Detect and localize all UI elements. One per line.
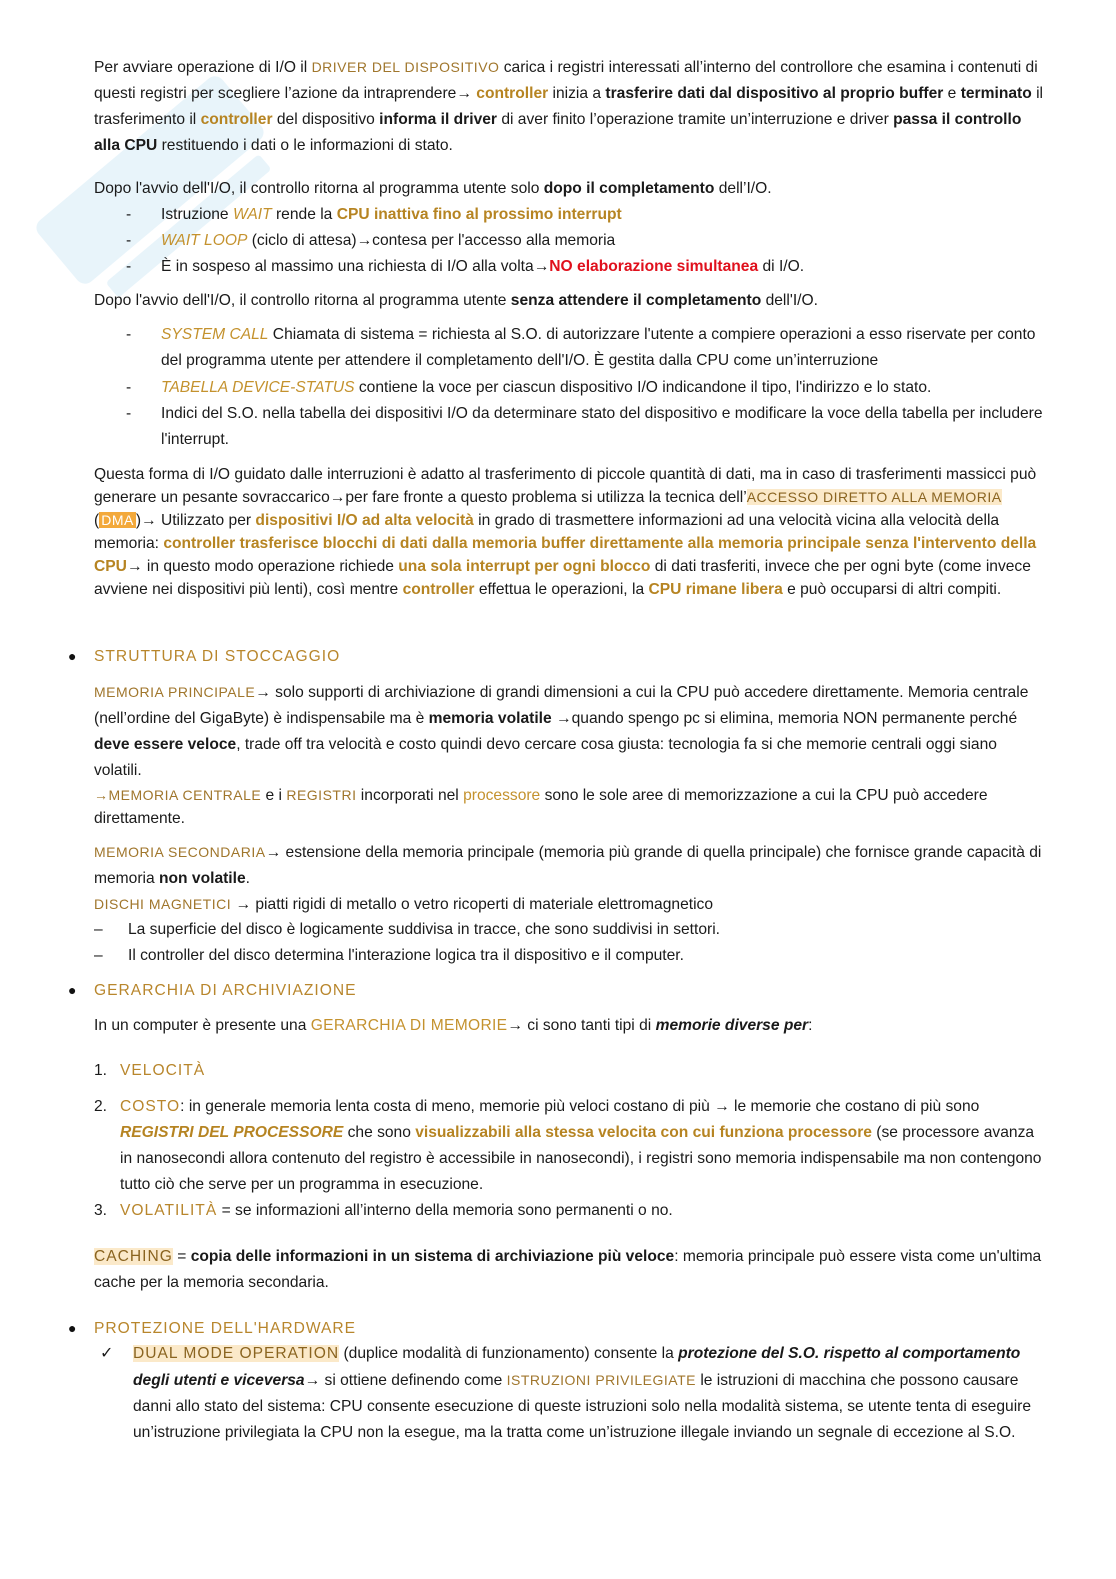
number-2: 2. bbox=[94, 1098, 108, 1115]
dash-mark: – bbox=[94, 947, 103, 964]
paragraph-magnetic-disks: DISCHI MAGNETICI → piatti rigidi di metallo o vetro ricoperti di materiale elettromagnetico bbox=[94, 896, 714, 913]
paragraph-io-driver: Per avviare operazione di I/O il DRIVER DEL DISPOSITIVO carica i registri interessati all’interno del controllore che esamina i contenuti di questi registri per scegliere l’azione da intraprendere→ controller inizia a trasferire dati dal dispositivo al proprio buffer e terminato il trasferimento il controller del dispositivo informa il driver di aver finito l’operazione tramite un’interruzione e driver passa il controllo alla CPU restituendo i dati o le informazioni di stato. bbox=[94, 59, 1044, 154]
bullet-icon: ● bbox=[68, 648, 77, 664]
number-3: 3. bbox=[94, 1202, 108, 1219]
paragraph-dual-mode: DUAL MODE OPERATION (duplice modalità di funzionamento) consente la protezione del S.O. rispetto al comportamento degli utenti e viceversa→ si ottiene definendo come ISTRUZIONI PRIVILEGIATE le istruzioni di macchina che possono causare danni allo stato del sistema: CPU consente esecuzione di queste istruzioni solo nella modalità sistema, se utente tenta di eseguire un’istruzione privilegiata la CPU non la esegue, ma la tratta come un’istruzione illegale inviando un segnale di eccezione al S.O. bbox=[133, 1345, 1032, 1441]
bullet-icon: ● bbox=[68, 1320, 77, 1336]
list-item-disk-controller: Il controller del disco determina l'interazione logica tra il dispositivo e il computer. bbox=[128, 947, 684, 964]
bullet-icon: ● bbox=[68, 982, 77, 998]
section-heading-storage: STRUTTURA DI STOCCAGGIO bbox=[94, 648, 341, 665]
list-item-system-call: - SYSTEM CALL Chiamata di sistema = richiesta al S.O. di autorizzare l'utente a compiere operazioni a esso riservate per conto del programma utente per attendere il completamento dell'I/O. È gestita dalla CPU come un’interruzione bbox=[126, 326, 1036, 369]
section-heading-protection: PROTEZIONE DELL'HARDWARE bbox=[94, 1320, 357, 1337]
paragraph-main-memory: MEMORIA PRINCIPALE→ solo supporti di archiviazione di grandi dimensioni a cui la CPU può accedere direttamente. Memoria centrale (nell’ordine del GigaByte) è indispensabile ma è memoria volatile →quando spengo pc si elimina, memoria NON permanente perché deve essere veloce, trade off tra velocità e costo quindi devo cercare cosa giusta: tecnologia fa si che memorie centrali oggi siano volatili. bbox=[94, 684, 1029, 779]
list-item-volatility: VOLATILITÀ = se informazioni all’interno della memoria sono permanenti o no. bbox=[120, 1202, 673, 1219]
check-icon: ✓ bbox=[100, 1345, 114, 1362]
paragraph-async-io: Dopo l'avvio dell'I/O, il controllo ritorna al programma utente senza attendere il completamento dell'I/O. bbox=[94, 292, 818, 309]
paragraph-hierarchy: In un computer è presente una GERARCHIA DI MEMORIE→ ci sono tanti tipi di memorie diverse per: bbox=[94, 1017, 813, 1034]
paragraph-registers: →MEMORIA CENTRALE e i REGISTRI incorporati nel processore sono le sole aree di memorizzazione a cui la CPU può accedere direttamente. bbox=[94, 787, 988, 827]
paragraph-dma: Questa forma di I/O guidato dalle interruzioni è adatto al trasferimento di piccole quantità di dati, ma in caso di trasferimenti massicci può generare un pesante sovraccarico→per fare fronte a questo problema si utilizza la tecnica dell’ACCESSO DIRETTO ALLA MEMORIA ( DMA )→ Utilizzato per dispositivi I/O ad alta velocità in grado di trasmettere informazioni ad una velocità vicina alla velocità della memoria: controller trasferisce blocchi di dati dalla memoria buffer direttamente alla memoria principale senza l'intervento della CPU→ in questo modo operazione richiede una sola interrupt per ogni blocco di dati trasferiti, invece che per ogni byte (come invece avviene nei dispositivi più lenti), così mentre controller effettua le operazioni, la CPU rimane libera e può occuparsi di altri compiti. bbox=[94, 466, 1037, 598]
section-heading-hierarchy: GERARCHIA DI ARCHIVIAZIONE bbox=[94, 982, 357, 999]
list-item-speed: VELOCITÀ bbox=[120, 1062, 206, 1079]
paragraph-secondary-memory: MEMORIA SECONDARIA→ estensione della memoria principale (memoria più grande di quella principale) che fornisce grande capacità di memoria non volatile. bbox=[94, 844, 1042, 887]
list-item-cost: COSTO: in generale memoria lenta costa di meno, memorie più veloci costano di più → le memorie che costano di più sono REGISTRI DEL PROCESSORE che sono visualizzabili alla stessa velocita con cui funziona processore (se processore avanza in nanosecondi allora contenuto del registro è accessibile in nanosecondi), i registri sono memoria indispensabile ma non contengono tutto ciò che serve per un programma in esecuzione. bbox=[120, 1098, 1042, 1193]
number-1: 1. bbox=[94, 1062, 108, 1079]
document-page: Per avviare operazione di I/O il DRIVER DEL DISPOSITIVO carica i registri interessati all’interno del controllore che esamina i contenuti di questi registri per scegliere l’azione da intraprendere→ controller inizia a trasferire dati dal dispositivo al proprio buffer e terminato il trasferimento il controller del dispositivo informa il driver di aver finito l’operazione tramite un’interruzione e driver passa il controllo alla CPU restituendo i dati o le informazioni di stato. Dopo l'avvio dell'I/O, il controllo ritorna al programma utente solo dopo il completamento dell’I/O. - Istruzione WAIT rende la CPU inattiva fino al prossimo interrupt - WAIT LOOP (ciclo di attesa)→contesa per l'accesso alla memoria - È in sospeso al massimo una richiesta di I/O alla volta→NO elaborazione simultanea di I/O. Dopo l'avvio dell'I/O, il controllo ritorna al programma utente senza attendere il completamento dell'I/O. - SYSTEM CALL Chiamata di sistema = richiesta al S.O. di autorizzare l'utente a compiere operazioni a esso riservate per conto del programma utente per attendere il completamento dell'I/O. È gestita dalla CPU come un’interruzione - TABELLA DEVICE-STATUS contiene la voce per ciascun dispositivo I/O indicandone il tipo, l'indirizzo e lo stato. - Indici del S.O. nella tabella dei dispositivi I/O da determinare stato del dispositivo e modificare la voce della tabella per includere l'interrupt. Questa forma di I/O guidato dalle interruzioni è adatto al trasferimento di piccole quantità di dati, ma in caso di trasferimenti massicci può generare un pesante sovraccarico→per fare fronte a questo problema si utilizza la tecnica dell’ACCESSO DIRETTO ALLA MEMORIA ( DMA )→ Utilizzato per dispositivi I/O ad alta velocità in grado di trasmettere informazioni ad una velocità vicina alla velocità della memoria: controller trasferisce blocchi di dati dalla memoria buffer direttamente alla memoria principale senza l'intervento della CPU→ in questo modo operazione richiede una sola interrupt per ogni blocco di dati trasferiti, invece che per ogni byte (come invece avviene nei dispositivi più lenti), così mentre controller effettua le operazioni, la CPU rimane libera e può occuparsi di altri compiti. ● STRUTTURA DI STOCCAGGIO MEMORIA PRINCIPALE→ solo supporti di archiviazione di grandi dimensioni a cui la CPU può accedere direttamente. Memoria centrale (nell’ordine del GigaByte) è indispensabile ma è memoria volatile →quando spengo pc si elimina, memoria NON permanente perché deve essere veloce, trade off tra velocità e costo quindi devo cercare cosa giusta: tecnologia fa si che memorie centrali oggi siano volatili. →MEMORIA CENTRALE e i REGISTRI incorporati nel processore sono le sole aree di memorizzazione a cui la CPU può accedere direttamente. MEMORIA SECONDARIA→ estensione della memoria principale (memoria più grande di quella principale) che fornisce grande capacità di memoria non volatile. DISCHI MAGNETICI → piatti rigidi di metallo o vetro ricoperti di materiale elettromagnetico – La superficie del disco è logicamente suddivisa in tracce, che sono suddivisi in settori. – Il controller del disco determina l'interazione logica tra il dispositivo e il computer. ● GERARCHIA DI ARCHIVIAZIONE In un computer è presente una GERARCHIA DI MEMORIE→ ci sono tanti tipi di memorie diverse per: 1. VELOCITÀ 2. COSTO: in generale memoria lenta costa di meno, memorie più veloci costano di più → le memorie che costano di più sono REGISTRI DEL PROCESSORE che sono visualizzabili alla stessa velocita con cui funziona processore (se processore avanza in nanosecondi allora contenuto del registro è accessibile in nanosecondi), i registri sono memoria indispensabile ma non contengono tutto ciò che serve per un programma in esecuzione. 3. VOLATILITÀ = se informazioni all’interno della memoria sono permanenti o no. CACHING = copia delle informazioni in un sistema di archiviazione più veloce: memoria principale può essere vista come un'ultima cache per la memoria secondaria. ● PROTEZIONE DELL'HARDWARE ✓ DUAL MODE OPERATION (duplice modalità di funzionamento) consente la protezione del S.O. rispetto al comportamento degli utenti e viceversa→ si ottiene definendo come ISTRUZIONI PRIVILEGIATE le istruzioni di macchina che possono causare danni allo stato del sistema: CPU consente esecuzione di queste istruzioni solo nella modalità sistema, se utente tenta di eseguire un’istruzione privilegiata la CPU non la esegue, ma la tratta come un’istruzione illegale inviando un segnale di eccezione al S.O. bbox=[0, 0, 1116, 1579]
dash-mark: – bbox=[94, 921, 103, 938]
list-item-disk-tracks: La superficie del disco è logicamente suddivisa in tracce, che sono suddivisi in settori. bbox=[128, 921, 721, 938]
paragraph-caching: CACHING = copia delle informazioni in un sistema di archiviazione più veloce: memoria principale può essere vista come un'ultima cache per la memoria secondaria. bbox=[94, 1248, 1042, 1291]
paragraph-sync-io: Dopo l'avvio dell'I/O, il controllo ritorna al programma utente solo dopo il completamento dell’I/O. bbox=[94, 180, 772, 197]
